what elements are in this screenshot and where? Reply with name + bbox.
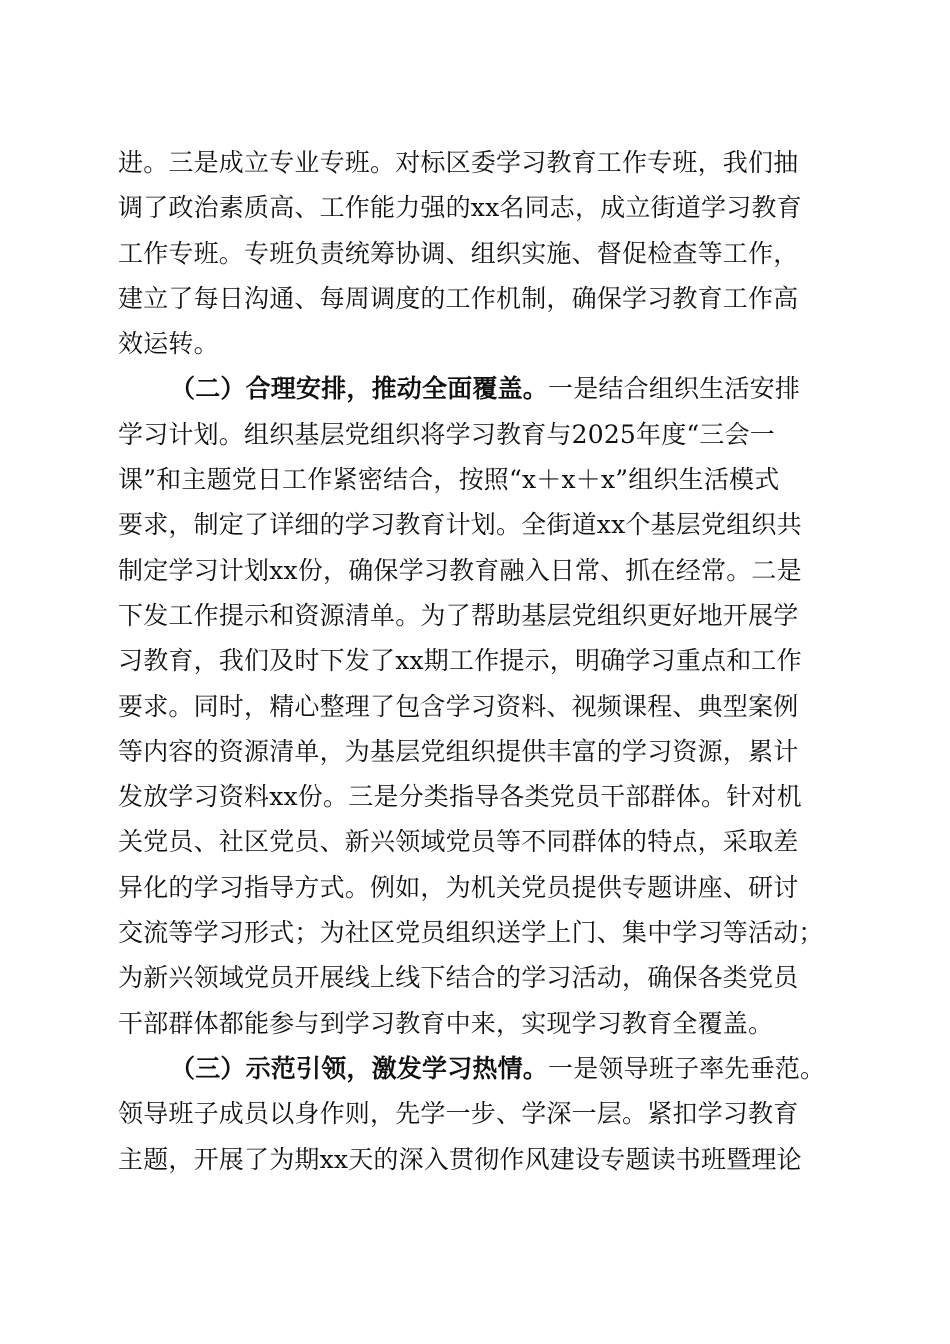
text-line: 建立了每日沟通、每周调度的工作机制，确保学习教育工作高	[118, 283, 799, 313]
text-line: 课”和主题党日工作紧密结合，按照“x＋x＋x”组织生活模式	[118, 465, 780, 495]
document-body	[118, 140, 838, 1182]
text-line: 习教育，我们及时下发了xx期工作提示，明确学习重点和工作	[118, 646, 802, 676]
text-line: 要求，制定了详细的学习教育计划。全街道xx个基层党组织共	[118, 510, 802, 540]
section-3-lead-text: 一是领导班子率先垂范。	[548, 1053, 826, 1083]
section-3-first-line	[118, 1046, 838, 1091]
text-line: 调了政治素质高、工作能力强的xx名同志，成立街道学习教育	[118, 193, 802, 223]
text-line: 效运转。	[118, 329, 219, 359]
text-line: 交流等学习形式；为社区党员组织送学上门、集中学习等活动；	[118, 918, 824, 948]
text-line: 干部群体都能参与到学习教育中来，实现学习教育全覆盖。	[118, 1008, 774, 1038]
text-line: 学习计划。组织基层党组织将学习教育与2025年度“三会一	[118, 419, 776, 449]
text-line: 等内容的资源清单，为基层党组织提供丰富的学习资源，累计	[118, 736, 799, 766]
text-line: 制定学习计划xx份，确保学习教育融入日常、抓在经常。二是	[118, 555, 802, 585]
text-line: 领导班子成员以身作则，先学一步、学深一层。紧扣学习教育	[118, 1099, 799, 1129]
section-2-heading: （二）合理安排，推动全面覆盖。	[170, 374, 549, 404]
text-line: 进。三是成立专业专班。对标区委学习教育工作专班，我们抽	[118, 148, 799, 177]
section-2-lead-text: 一是结合组织生活安排	[548, 374, 801, 404]
section-3-heading: （三）示范引领，激发学习热情。	[170, 1053, 549, 1083]
text-line: 为新兴领域党员开展线上线下结合的学习活动，确保各类党员	[118, 963, 799, 993]
text-line: 异化的学习指导方式。例如，为机关党员提供专题讲座、研讨	[118, 872, 799, 902]
section-2-first-line	[118, 366, 838, 411]
text-line: 关党员、社区党员、新兴领域党员等不同群体的特点，采取差	[118, 827, 799, 857]
text-line: 要求。同时，精心整理了包含学习资料、视频课程、典型案例	[118, 691, 799, 721]
text-line: 下发工作提示和资源清单。为了帮助基层党组织更好地开展学	[118, 600, 799, 630]
text-line: 主题，开展了为期xx天的深入贯彻作风建设专题读书班暨理论	[118, 1144, 802, 1174]
text-line: 发放学习资料xx份。三是分类指导各类党员干部群体。针对机	[118, 782, 802, 812]
text-line: 工作专班。专班负责统筹协调、组织实施、督促检查等工作，	[118, 238, 799, 268]
